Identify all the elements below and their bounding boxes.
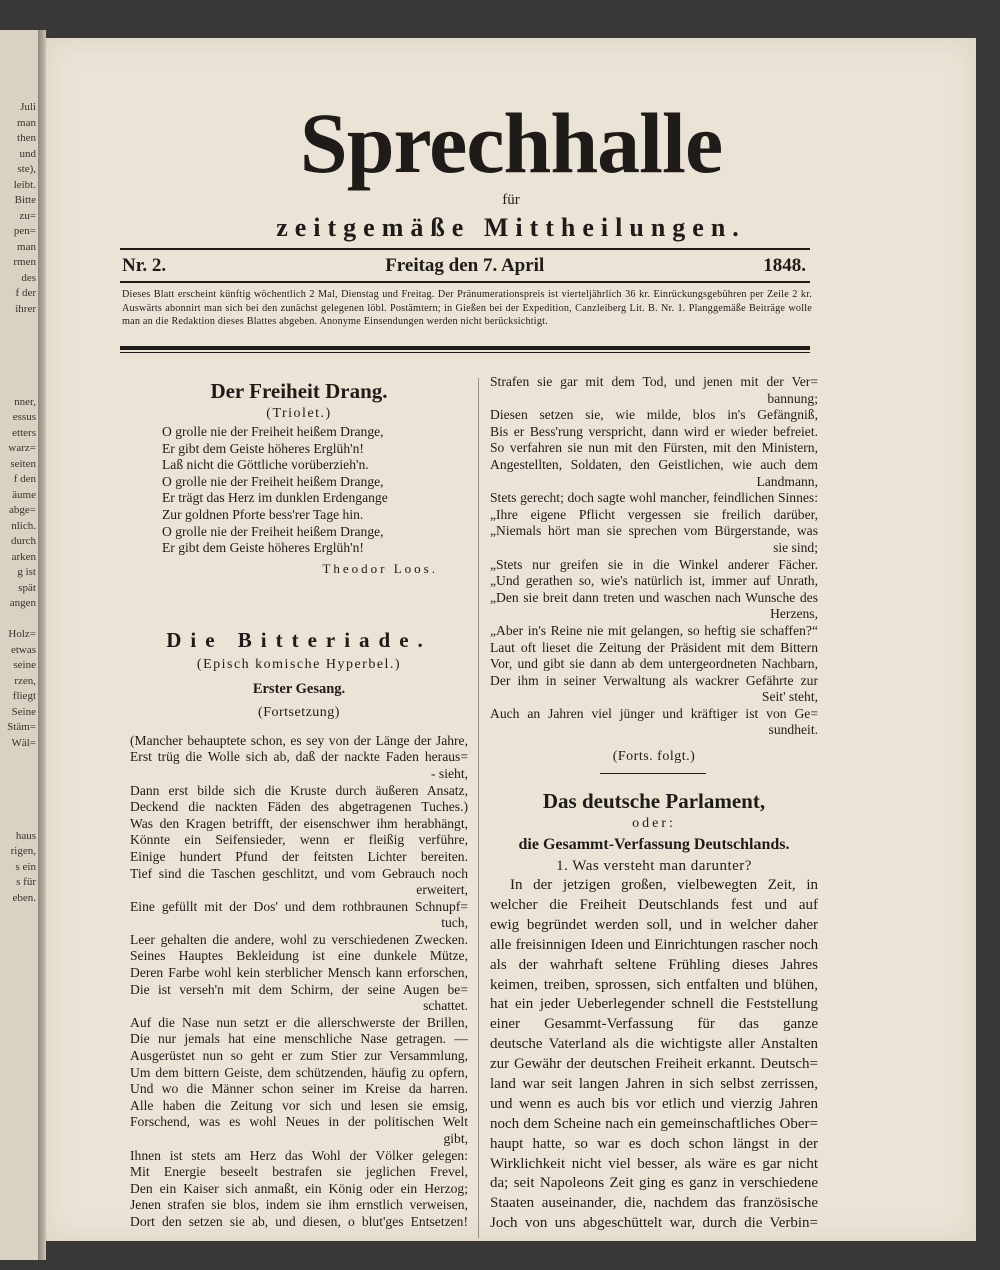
text-line: Joch von uns abgeschüttelt war, durch die Verbin= [490, 1215, 818, 1232]
text-line: Und wo die Männer schon seiner im Kreise da harren. [130, 1081, 468, 1097]
subscription-notice: Dieses Blatt erscheint künftig wöchentlich 2 Mal, Dienstag und Freitag. Der Pränumerationspreis ist vierteljährlich 36 kr. Einrückungsgebühren per Zeile 2 kr. Auswärts abonnirt man sich bei den zunächst gelegenen löbl. Postämtern; in Gießen bei der Expedition, Canzleiberg Lit. B. Nr. 1. Planggemäße Beiträge wolle man an die Redaktion dieses Blattes abgeben. Anonyme Einsendungen werden nicht berücksichtigt. [122, 289, 812, 327]
text-line: „Ihre eigene Pflicht vergessen sie freilich darüber, [490, 506, 818, 522]
fragment-line: Juli [20, 101, 36, 113]
fragment-line [7, 364, 36, 380]
article-body [490, 876, 818, 1234]
article-title: Das deutsche Parlament, [542, 789, 766, 814]
masthead-fuer: für [502, 192, 520, 208]
fragment-line: arken [11, 550, 36, 563]
text-line: Strafen sie gar mit dem Tod, und jenen mit der Ver= [490, 374, 818, 389]
continuation-note: (Fortsetzung) [258, 704, 340, 720]
text-line: Der ihm in seiner Verwaltung als wackrer Gefährte zur [490, 672, 818, 688]
issue-number: Nr. 2. [122, 255, 167, 276]
text-line: Die nur jemals hat eine menschliche Nase getragen. — [130, 1031, 468, 1047]
text-line: Wirklichkeit nicht viel besser, als wäre es gar nicht [490, 1155, 818, 1172]
text-line: Staaten auseinander, die, nachdem das französische [490, 1195, 818, 1212]
text-line: Ausgerüstet nun so geht er zum Stier zur Versammlung, [130, 1048, 468, 1064]
masthead-title: Sprechhalle [299, 95, 723, 191]
fragment-line [7, 798, 36, 814]
text-line: land war seit langen Jahren in sich selbst zerrissen, [490, 1075, 818, 1092]
thick-divider [120, 346, 810, 350]
text-line: Um dem bittern Geiste, dem schützenden, häufig zu opfern, [130, 1064, 468, 1080]
poem-lines-continued [490, 374, 818, 739]
fragment-line [7, 317, 36, 333]
canto-title: Erster Gesang. [252, 680, 346, 697]
text-line: (Mancher behauptete schon, es sey von der Länge der Jahre, [130, 732, 468, 748]
text-line: Dort den setzen sie ab, und diesen, o blut'ges Entsetzen! [130, 1213, 468, 1229]
fragment-line: f der [15, 287, 36, 299]
text-line: als der wahrhaft seltene Frühling dieses Jahres [490, 956, 818, 973]
fragment-line: pen= [13, 225, 36, 237]
text-line: welcher die Freiheit Deutschlands fest und auf [490, 896, 818, 913]
fragment-line: s ein [15, 860, 36, 873]
text-line: haupt hatte, so war es doch schon längst in der [490, 1135, 818, 1152]
fragment-line: zu= [19, 209, 36, 222]
fragment-line: ihrer [15, 302, 36, 315]
fragment-line: eben. [12, 891, 36, 904]
fragment-line: Wäl= [11, 736, 36, 749]
text-line: O grolle nie der Freiheit heißem Drange, [162, 424, 384, 439]
text-line: Er gibt dem Geiste höheres Erglüh'n! [162, 440, 364, 456]
issue-year: 1848. [763, 255, 806, 276]
fragment-line: nner, [14, 395, 36, 408]
text-line: tuch, [441, 915, 468, 931]
text-line: Laß nicht die Göttliche vorüberzieh'n. [162, 457, 369, 473]
fragment-line: s für [16, 876, 36, 888]
text-line: sundheit. [768, 722, 818, 738]
fragment-line: abge= [9, 504, 36, 516]
poem-title: Der Freiheit Drang. [210, 379, 388, 403]
text-line: gibt, [443, 1131, 468, 1146]
fragment-line: des [21, 271, 36, 284]
fragment-line: durch [10, 535, 36, 547]
fragment-line: warz= [8, 442, 36, 454]
text-line: In der jetzigen großen, vielbewegten Zeit, in [510, 877, 818, 894]
fragment-line: Seine [11, 705, 36, 718]
fragment-line: nlich. [11, 519, 36, 532]
text-line: deutsche Vaterland als die wichtigste aller Anstalten [490, 1036, 818, 1053]
fragment-line: seine [13, 659, 36, 671]
column-divider [478, 378, 479, 1238]
text-line: Deckend die nackten Fäden des abgetragenen Tuches.) [130, 799, 468, 815]
text-line: Zur goldnen Pforte bess'rer Tage hin. [162, 506, 364, 522]
text-line: einer Gesammt-Verfassung für das ganze [490, 1016, 818, 1033]
fragment-line: etwas [10, 643, 36, 656]
text-line: „Den sie breit dann treten und waschen nach Wunsche des [490, 589, 818, 605]
poem-form: (Triolet.) [266, 406, 332, 421]
text-line: - sieht, [431, 765, 468, 781]
text-line: bannung; [767, 390, 818, 406]
text-line: Seit' steht, [761, 689, 818, 705]
fragment-line: spät [18, 581, 36, 594]
poem-genre: (Episch komische Hyperbel.) [196, 656, 402, 672]
fragment-line: rigen, [10, 845, 36, 857]
divider [120, 352, 810, 353]
issue-date: Freitag den 7. April [385, 255, 545, 276]
text-line: Den ein Kaiser sich anmaßt, ein König oder ein Herzog; [130, 1180, 468, 1196]
fragment-line: Bitte [14, 194, 36, 206]
poem-author: Theodor Loos. [322, 560, 438, 576]
text-line: Könnte ein Seifensieder, wenn er fleißig verführe, [130, 832, 468, 848]
fragment-line: then [17, 132, 36, 144]
text-line: zur Gewähr der deutschen Freiheit erkannt. Deutsch= [490, 1056, 818, 1073]
newspaper-page [46, 38, 976, 1241]
text-line: „Und gerathen so, wie's natürlich ist, immer auf Unrath, [490, 573, 818, 589]
facing-page-edge [0, 30, 40, 1260]
fragment-line: f den [13, 473, 36, 485]
fragment-line: g ist [17, 566, 36, 578]
text-line: sie sind; [773, 539, 818, 555]
text-line: „Niemals hört man sie sprechen vom Bürgerstande, was [490, 523, 818, 539]
text-line: Auch an Jahren viel jünger und kräftiger ist von Ge= [490, 705, 818, 721]
fragment-line: Holz= [8, 628, 36, 640]
text-line: Tief sind die Taschen geschlitzt, und vom Gebrauch noch [130, 865, 468, 881]
issue-line [122, 254, 806, 278]
text-line: So verfahren sie nun mit den Fürsten, mit den Ministern, [490, 440, 818, 456]
fragment-line: etters [12, 426, 36, 439]
article-subtitle: die Gesammt-Verfassung Deutschlands. [518, 836, 790, 854]
text-line: alle freisinnigen Ideen und Einrichtungen rascher noch [490, 936, 818, 953]
text-line: Laut oft lieset die Zeitung der Präsident mit dem Bittern [490, 639, 818, 655]
text-line: Deren Farbe wohl kein sterblicher Mensch kann erforschen, [130, 965, 468, 981]
to-be-continued: (Forts. folgt.) [612, 749, 696, 765]
divider [120, 248, 810, 250]
fragment-line: fliegt [12, 690, 36, 702]
fragment-line: man [17, 240, 36, 253]
text-line: Jenen strafen sie blos, indem sie ihm ernstlich verweisen, [130, 1197, 468, 1213]
text-line: Er gibt dem Geiste höheres Erglüh'n! [162, 540, 364, 556]
fragment-line [7, 767, 36, 783]
text-line: und wenn es auch bis vor etlich und vierzig Jahren [490, 1095, 818, 1112]
text-line: ewig begründet werden soll, und in welcher daher [490, 916, 818, 933]
text-line: Herzens, [770, 606, 818, 622]
fragment-line: haus [15, 829, 36, 842]
text-line: Forschend, was es wohl Neues in der politischen Welt [130, 1114, 468, 1130]
fragment-line [7, 379, 36, 395]
text-line: O grolle nie der Freiheit heißem Drange, [162, 473, 384, 489]
text-line: „Aber in's Reine nie mit gelangen, so heftig sie schaffen?“ [490, 622, 818, 638]
poem-title: Die Bitteriade. [166, 627, 432, 652]
text-line: O grolle nie der Freiheit heißem Drange, [162, 523, 384, 539]
fragment-line [7, 612, 36, 628]
facing-page-fragments [7, 100, 36, 906]
poem-lines [130, 733, 468, 1231]
text-line: Leer gehalten die andere, wohl zu verschiedenen Zwecken. [130, 931, 468, 947]
fragment-line [7, 348, 36, 364]
text-line: Angestellten, Soldaten, den Geistlichen, wie auch dem [490, 456, 818, 472]
text-line: Diesen setzen sie, wie milde, blos in's Gefängniß, [490, 407, 818, 423]
divider [120, 281, 810, 283]
fragment-line: angen [9, 597, 36, 609]
fragment-line [7, 782, 36, 798]
text-line: noch dem Scheine nach ein gemeinschaftliches Ober= [490, 1115, 818, 1132]
text-line: „Stets nur greifen sie in die Winkel anderer Fächer. [490, 556, 818, 572]
article-oder: oder: [632, 816, 676, 832]
short-divider [600, 773, 706, 774]
text-line: Er trägt das Herz im dunklen Erdengange [162, 490, 388, 506]
fragment-line: man [17, 116, 36, 129]
right-column [490, 374, 818, 1234]
fragment-line: seiten [10, 457, 36, 470]
text-line: Eine gefüllt mit der Dos' und dem rothbraunen Schnupf= [130, 898, 468, 914]
text-line: Ihnen ist stets am Herz das Wohl der Völker gelegen: [130, 1147, 468, 1163]
left-column [130, 378, 468, 1231]
fragment-line: Stäm= [7, 721, 36, 733]
fragment-line [7, 333, 36, 349]
text-line: Vor, und gibt sie dann ab dem untergeordneten Nachbarn, [490, 656, 818, 672]
masthead-subtitle: zeitgemäße Mittheilungen. [276, 213, 746, 242]
article-section: 1. Was versteht man darunter? [556, 858, 752, 875]
fragment-line: rzen, [14, 674, 36, 687]
text-line: Was den Kragen betrifft, der eisenschwer ihm herabhängt, [130, 815, 468, 831]
text-line: Mit Energie beseelt bestrafen sie jeglichen Frevel, [130, 1164, 468, 1180]
fragment-line: leibt. [13, 178, 36, 191]
fragment-line [7, 813, 36, 829]
text-line: Erst trüg die Wolle sich ab, daß der nackte Faden heraus= [130, 749, 468, 765]
page-gutter [38, 30, 46, 1260]
fragment-line: essus [12, 411, 36, 423]
fragment-line: und [19, 147, 36, 160]
text-line: Seines Hauptes Bekleidung ist eine dunkele Mütze, [130, 948, 468, 964]
text-line: hat ein jeder Ueberlegender schnell die Feststellung [490, 996, 818, 1013]
text-line: Die ist verseh'n mit dem Schirm, der seine Augen be= [130, 981, 468, 997]
text-line: Stets gerecht; doch sagte wohl mancher, feindlichen Sinnes: [490, 490, 818, 506]
text-line: Dann erst bilde sich die Kruste durch äußeren Ansatz, [130, 782, 468, 798]
fragment-line [7, 751, 36, 767]
text-line: Auf die Nase nun setzt er die allerschwerste der Brillen, [130, 1014, 468, 1030]
fragment-line: rmen [13, 256, 36, 268]
text-line: keimen, treiben, sprossen, sich entfalten und blühen, [490, 976, 818, 993]
text-line: Landmann, [756, 473, 818, 489]
text-line: erweitert, [416, 882, 468, 898]
text-line: schattet. [423, 998, 468, 1014]
text-line: da; seit Napoleons Zeit ging es ganz in verschiedene [490, 1175, 818, 1192]
fragment-line: äume [12, 488, 36, 501]
fragment-line: ste), [17, 163, 36, 175]
poem-lines [130, 424, 468, 557]
text-line: Bis er Bess'rung verspricht, dann wird er wieder befreiet. [490, 423, 818, 439]
text-line: Alle haben die Zeitung vor sich und lesen sie emsig, [130, 1097, 468, 1113]
text-line: Einige hundert Pfund der feitsten Lichter bereiten. [130, 848, 468, 864]
